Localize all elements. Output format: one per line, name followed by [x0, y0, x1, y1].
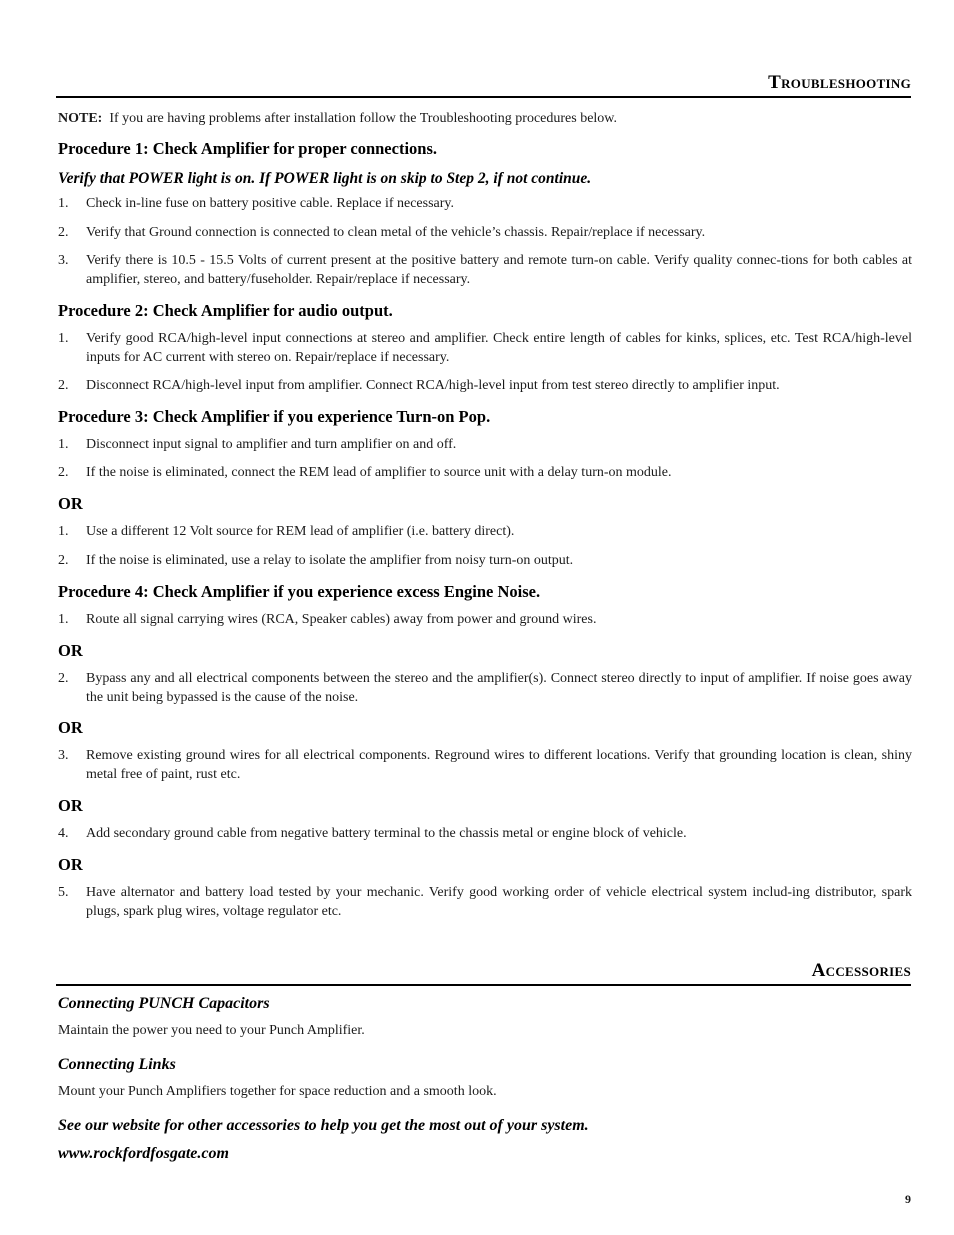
item-text: Verify there is 10.5 - 15.5 Volts of current present at the positive battery and remote turn-on cable. Verify quality connec-tions for both cables at amplifier, stereo, and battery/fuseholder. Repair/replace if necessary.: [86, 253, 912, 287]
note-label: NOTE:: [58, 111, 103, 126]
section-rule: [56, 96, 911, 98]
item-number: 4.: [58, 826, 69, 841]
item-number: 1.: [58, 331, 69, 346]
item-text: Disconnect RCA/high-level input from amplifier. Connect RCA/high-level input from test stereo directly to amplifier input.: [86, 378, 780, 393]
website-note: See our website for other accessories to help you get the most out of your system.: [58, 1117, 589, 1134]
accessory-heading: Connecting Links: [58, 1056, 176, 1073]
or-separator: OR: [58, 494, 83, 513]
item-text: Have alternator and battery load tested by your mechanic. Verify good working order of vehicle electrical system includ-ing distributor, spark plugs, spark plug wires, voltage regulator etc.: [86, 885, 912, 919]
note-line: [58, 111, 617, 127]
item-text: If the noise is eliminated, use a relay to isolate the amplifier from noisy turn-on output.: [86, 553, 574, 568]
or-separator: OR: [58, 796, 83, 815]
item-number: 2.: [58, 378, 69, 393]
item-text: Remove existing ground wires for all electrical components. Reground wires to different locations. Verify that grounding location is clean, shiny metal free of paint, rust etc.: [86, 748, 912, 782]
accessory-heading: Connecting PUNCH Capacitors: [58, 995, 270, 1012]
item-number: 2.: [58, 553, 69, 568]
procedure-intro: Verify that POWER light is on. If POWER light is on skip to Step 2, if not continue.: [58, 170, 592, 187]
procedure-heading: Procedure 2: Check Amplifier for audio output.: [58, 301, 393, 320]
section-title-accessories: Accessories: [811, 960, 911, 981]
procedure-heading: Procedure 3: Check Amplifier if you experience Turn-on Pop.: [58, 407, 491, 426]
procedure-heading: Procedure 1: Check Amplifier for proper connections.: [58, 139, 438, 158]
item-number: 1.: [58, 196, 69, 211]
note-text: If you are having problems after installation follow the Troubleshooting procedures below.: [109, 111, 617, 126]
procedure-heading: Procedure 4: Check Amplifier if you experience excess Engine Noise.: [58, 582, 541, 601]
item-text: Verify good RCA/high-level input connections at stereo and amplifier. Check entire length of cables for kinks, splices, etc. Test RCA/high-level inputs for AC current with stereo on. Repair/replace if necessary.: [86, 331, 912, 365]
item-text: Add secondary ground cable from negative battery terminal to the chassis metal or engine block of vehicle.: [86, 826, 687, 841]
item-text: Route all signal carrying wires (RCA, Speaker cables) away from power and ground wires.: [86, 612, 597, 627]
item-number: 3.: [58, 748, 69, 763]
item-text: If the noise is eliminated, connect the REM lead of amplifier to source unit with a delay turn-on module.: [86, 465, 672, 480]
accessory-text: Maintain the power you need to your Punch Amplifier.: [58, 1023, 365, 1038]
or-separator: OR: [58, 855, 83, 874]
item-number: 1.: [58, 524, 69, 539]
item-text: Verify that Ground connection is connected to clean metal of the vehicle’s chassis. Repair/replace if necessary.: [86, 225, 706, 240]
accessory-text: Mount your Punch Amplifiers together for space reduction and a smooth look.: [58, 1084, 497, 1099]
item-text: Bypass any and all electrical components between the stereo and the amplifier(s). Connect stereo directly to input of amplifier. If noise goes away the unit being bypassed is the cause of the noise.: [86, 671, 912, 705]
item-number: 2.: [58, 671, 69, 686]
website-link[interactable]: www.rockfordfosgate.com: [58, 1145, 229, 1162]
section-title-troubleshooting: Troubleshooting: [768, 72, 911, 93]
item-text: Use a different 12 Volt source for REM lead of amplifier (i.e. battery direct).: [86, 524, 515, 539]
item-number: 3.: [58, 253, 69, 268]
item-number: 1.: [58, 437, 69, 452]
item-number: 5.: [58, 885, 69, 900]
item-number: 1.: [58, 612, 69, 627]
item-text: Disconnect input signal to amplifier and turn amplifier on and off.: [86, 437, 457, 452]
or-separator: OR: [58, 641, 83, 660]
item-text: Check in-line fuse on battery positive cable. Replace if necessary.: [86, 196, 455, 211]
section-rule: [56, 984, 911, 986]
item-number: 2.: [58, 465, 69, 480]
or-separator: OR: [58, 718, 83, 737]
item-number: 2.: [58, 225, 69, 240]
page-number: 9: [905, 1192, 911, 1206]
